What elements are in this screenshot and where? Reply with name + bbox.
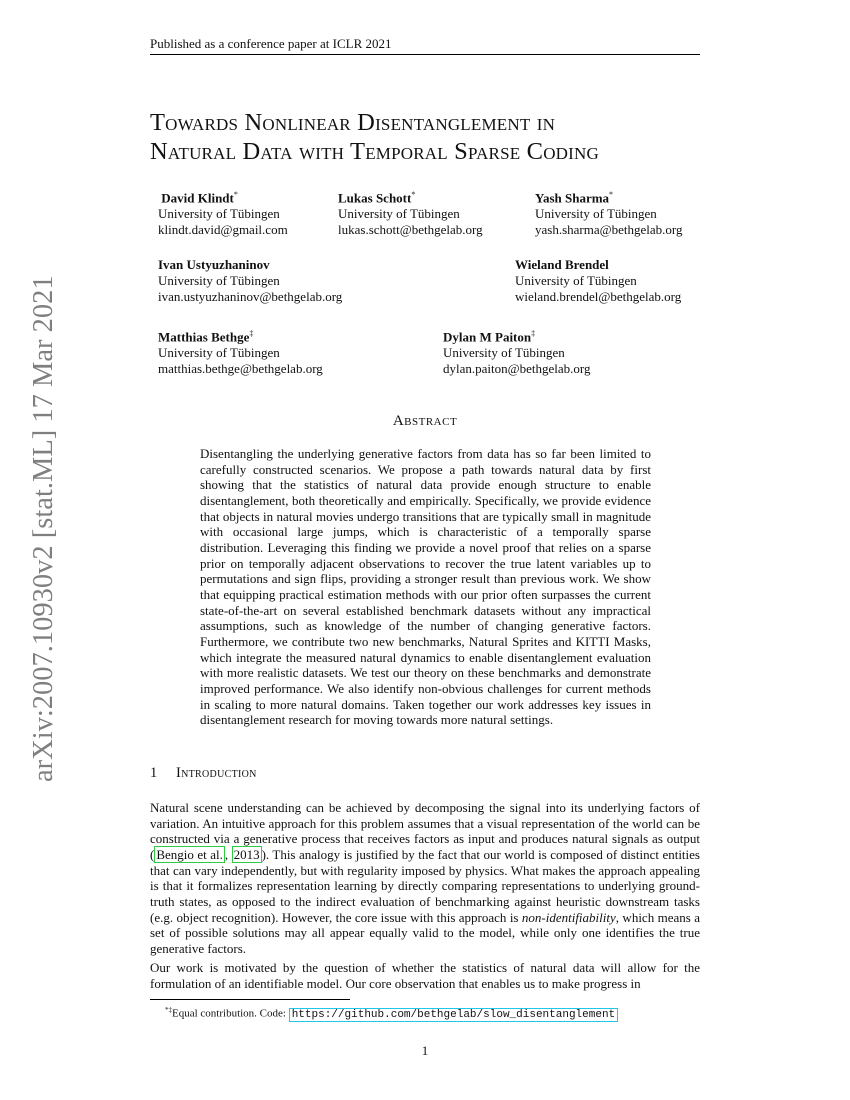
author-block bbox=[158, 257, 342, 305]
emphasis-text: non-identifiability bbox=[521, 909, 616, 925]
footnote-text: Equal contribution. Code: bbox=[172, 1007, 289, 1020]
author-block bbox=[515, 257, 681, 305]
author-email: wieland.brendel@bethgelab.org bbox=[515, 289, 682, 304]
author-name: Lukas Schott bbox=[338, 190, 412, 206]
author-name: Dylan M Paiton bbox=[443, 329, 532, 345]
citation-link[interactable]: Bengio et al. bbox=[156, 846, 223, 862]
author-email: dylan.paiton@bethgelab.org bbox=[443, 361, 591, 377]
author-affiliation: University of Tübingen bbox=[535, 206, 657, 222]
section-number: 1 bbox=[150, 765, 158, 781]
citation-year-link[interactable]: 2013 bbox=[233, 846, 260, 862]
arxiv-stamp: arXiv:2007.10930v2 [stat.ML] 17 Mar 2021 bbox=[28, 275, 59, 782]
author-mark: ‡ bbox=[531, 329, 536, 338]
title-line-1: Towards Nonlinear Disentanglement in bbox=[150, 109, 556, 136]
author-name: Ivan Ustyuzhaninov bbox=[158, 257, 270, 272]
author-block bbox=[158, 326, 323, 377]
author-affiliation: University of Tübingen bbox=[158, 345, 280, 361]
author-email: matthias.bethge@bethgelab.org bbox=[158, 361, 323, 377]
author-name: Matthias Bethge bbox=[158, 329, 250, 345]
author-email: klindt.david@gmail.com bbox=[158, 222, 288, 238]
author-block bbox=[158, 187, 288, 238]
citation-separator: , bbox=[224, 846, 232, 862]
author-affiliation: University of Tübingen bbox=[158, 206, 280, 222]
author-email: lukas.schott@bethgelab.org bbox=[338, 222, 483, 238]
author-mark: ‡ bbox=[249, 329, 254, 338]
page-number: 1 bbox=[421, 1043, 429, 1058]
author-name: Wieland Brendel bbox=[515, 257, 609, 272]
author-block bbox=[443, 326, 590, 377]
abstract-heading: Abstract bbox=[392, 413, 458, 429]
author-mark: * bbox=[411, 190, 416, 199]
running-header: Published as a conference paper at ICLR 2021 bbox=[150, 36, 392, 51]
intro-paragraph bbox=[150, 800, 700, 957]
author-block bbox=[535, 187, 682, 238]
section-title: Introduction bbox=[176, 765, 257, 781]
paper-title bbox=[150, 108, 710, 166]
header-rule bbox=[150, 54, 700, 55]
author-name: Yash Sharma bbox=[535, 190, 610, 206]
author-name: David Klindt bbox=[161, 190, 234, 206]
abstract-text: Disentangling the underlying generative factors from data has so far been limited to carefully constructed scenarios. We propose a path towards natural data by first showing that the statistics of natural data provide enough structure to enable disentanglement, both theoretically and empirically. Specifically, we provide evidence that objects in natural movies undergo transitions that are typically small in magnitude with occasional large jumps, which is characteristic of a temporally sparse distribution. Leveraging this finding we provide a novel proof that relies on a sparse prior on temporally adjacent observations to recover the true latent variables up to permutations and sign flips, providing a stronger result than previous work. We show that equipping practical estimation methods with our prior often surpasses the current state-of-the-art on several established benchmark datasets without any impractical assumptions, such as knowledge of the number of changing generative factors. Furthermore, we contribute two new benchmarks, Natural Sprites and KITTI Masks, which integrate the measured natural dynamics to enable disentanglement evaluation with more realistic datasets. We test our theory on these benchmarks and demonstrate improved performance. We also identify non-obvious challenges for current methods in scaling to more natural domains. Taken together our work addresses key issues in disentanglement research for moving towards more natural settings. bbox=[200, 446, 651, 728]
intro-paragraph-2: Our work is motivated by the question of whether the statistics of natural data will allow for the formulation of an identifiable model. Our core observation that enables us to make progress in bbox=[150, 960, 700, 991]
author-email: yash.sharma@bethgelab.org bbox=[535, 222, 683, 238]
author-affiliation: University of Tübingen bbox=[515, 273, 637, 288]
paragraph-text: , which means a set of possible solutions may all appear equally valid to the model, while only one identifies the true generative factors. bbox=[150, 909, 700, 956]
title-line-2: Natural Data with Temporal Sparse Coding bbox=[150, 138, 599, 165]
footnote-marks: *‡ bbox=[165, 1006, 172, 1014]
author-mark: * bbox=[609, 190, 614, 199]
footnote bbox=[165, 1003, 618, 1022]
author-affiliation: University of Tübingen bbox=[443, 345, 565, 361]
section-heading bbox=[150, 765, 257, 782]
author-email: ivan.ustyuzhaninov@bethgelab.org bbox=[158, 289, 343, 304]
code-url-link[interactable]: https://github.com/bethgelab/slow_disentanglement bbox=[289, 1008, 618, 1022]
author-affiliation: University of Tübingen bbox=[338, 206, 460, 222]
author-mark: * bbox=[233, 190, 238, 199]
footnote-rule bbox=[150, 999, 350, 1000]
paragraph-text: ). This analogy is justified by the fact that our world is composed of distinct entities that can vary independently, but with regularity imposed by physics. What makes the approach appealing is that it formalizes representation learning by directly comparing representations to underlying ground-truth states, as opposed to the indirect evaluation of benchmarking against heuristic downstream tasks (e.g. object recognition). However, the core issue with this approach is bbox=[150, 846, 700, 925]
author-affiliation: University of Tübingen bbox=[158, 273, 280, 288]
paragraph-text: Natural scene understanding can be achieved by decomposing the signal into its underlying factors of variation. An intuitive approach for this problem assumes that a visual representation of the world can be constructed via a generative process that receives factors as input and produces natural signals as output ( bbox=[150, 800, 700, 862]
author-block bbox=[338, 187, 483, 238]
